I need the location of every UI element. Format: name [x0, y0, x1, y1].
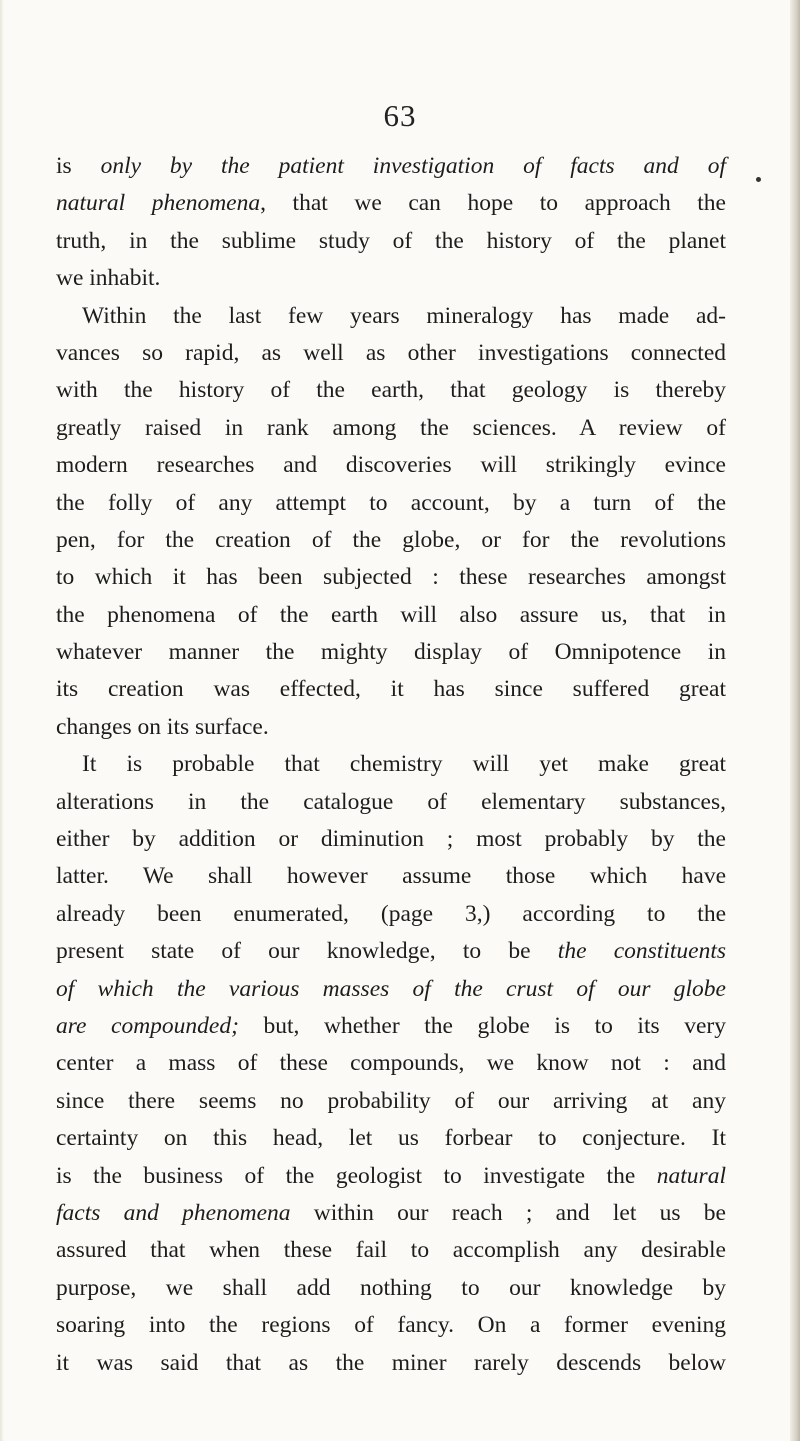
text-line — [56, 634, 726, 671]
text-run: is the business of the geologist to investigate the — [56, 1162, 657, 1189]
italic-text: only by the patient investigation of facts and of — [100, 153, 726, 179]
italic-text: the constituents — [557, 938, 726, 965]
text-line — [56, 597, 726, 634]
text-run: center a mass of these compounds, we know not : and — [56, 1050, 726, 1077]
text-run: vances so rapid, as well as other investigations connected — [56, 339, 726, 366]
text-line — [56, 1120, 726, 1157]
italic-text: natural — [656, 1162, 726, 1189]
text-line — [56, 746, 726, 783]
text-run: latter. We shall however assume those which have — [56, 863, 726, 890]
text-line — [56, 1345, 726, 1382]
text-line — [56, 447, 726, 484]
text-run: alterations in the catalogue of elementary substances, — [56, 788, 726, 815]
italic-text: facts and phenomena — [56, 1199, 291, 1226]
text-run: the phenomena of the earth will also assure us, that in — [56, 601, 726, 628]
text-run: Within the last few years mineralogy has made ad- — [82, 302, 726, 329]
text-run: assured that when these fail to accomplish any desirable — [56, 1237, 726, 1264]
text-run: , that we can hope to approach the — [260, 190, 726, 217]
text-line — [56, 298, 726, 335]
text-run: present state of our knowledge, to be — [56, 938, 558, 965]
text-run: changes on its surface. — [56, 713, 269, 740]
text-run: within our reach ; and let us be — [290, 1199, 726, 1226]
text-line — [56, 559, 726, 596]
text-line — [56, 858, 726, 895]
text-line — [56, 522, 726, 559]
italic-text: of which the various masses of the crust of our globe — [56, 975, 726, 1002]
text-line — [56, 896, 726, 933]
text-run: its creation was effected, it has since suffered great — [56, 676, 726, 703]
text-run: since there seems no probability of our arriving at any — [56, 1087, 726, 1114]
italic-text: natural phenomena — [56, 190, 261, 217]
text-run: is — [56, 153, 101, 179]
text-run: already been enumerated, (page 3,) according to the — [56, 900, 726, 927]
text-line — [56, 1045, 726, 1082]
text-line — [56, 148, 726, 185]
text-line — [56, 410, 726, 447]
text-run: either by addition or diminution ; most probably by the — [56, 826, 726, 853]
text-run: It is probable that chemistry will yet make great — [82, 751, 726, 778]
text-line — [56, 1270, 726, 1307]
page-edge-shadow — [790, 0, 800, 1441]
text-line — [56, 223, 726, 260]
text-run: certainty on this head, let us forbear to conjecture. It — [56, 1125, 726, 1152]
text-run: truth, in the sublime study of the history of the planet — [56, 227, 726, 254]
text-line — [56, 260, 726, 297]
text-run: pen, for the creation of the globe, or for the revolutions — [56, 526, 726, 553]
text-line — [56, 185, 726, 222]
text-run: but, whether the globe is to its very — [238, 1012, 726, 1039]
page-number: 63 — [383, 98, 417, 133]
text-run: purpose, we shall add nothing to our knowledge by — [56, 1274, 726, 1301]
text-line — [56, 485, 726, 522]
text-line — [56, 1307, 726, 1344]
text-line — [56, 784, 726, 821]
text-run: to which it has been subjected : these researches amongst — [56, 564, 726, 591]
text-line — [56, 1083, 726, 1120]
text-run: soaring into the regions of fancy. On a former evening — [56, 1312, 726, 1339]
text-run: it was said that as the miner rarely descends below — [56, 1349, 726, 1376]
text-line — [56, 933, 726, 970]
text-run: we inhabit. — [56, 265, 161, 292]
text-run: greatly raised in rank among the sciences. A review of — [56, 414, 726, 441]
text-line — [56, 709, 726, 746]
text-line — [56, 1158, 726, 1195]
text-run: modern researches and discoveries will strikingly evince — [56, 452, 726, 479]
text-line — [56, 1232, 726, 1269]
text-line — [56, 335, 726, 372]
italic-text: are compounded; — [56, 1012, 239, 1039]
text-run: with the history of the earth, that geology is thereby — [56, 377, 726, 404]
text-line — [56, 1008, 726, 1045]
body-text — [56, 148, 726, 1382]
text-line — [56, 821, 726, 858]
ink-speck — [756, 177, 761, 182]
text-line — [56, 671, 726, 708]
text-line — [56, 1195, 726, 1232]
text-line — [56, 372, 726, 409]
page-gutter-shadow — [0, 0, 4, 1441]
text-run: the folly of any attempt to account, by a turn of the — [56, 489, 726, 516]
text-run: whatever manner the mighty display of Omnipotence in — [56, 639, 726, 666]
text-line — [56, 971, 726, 1008]
